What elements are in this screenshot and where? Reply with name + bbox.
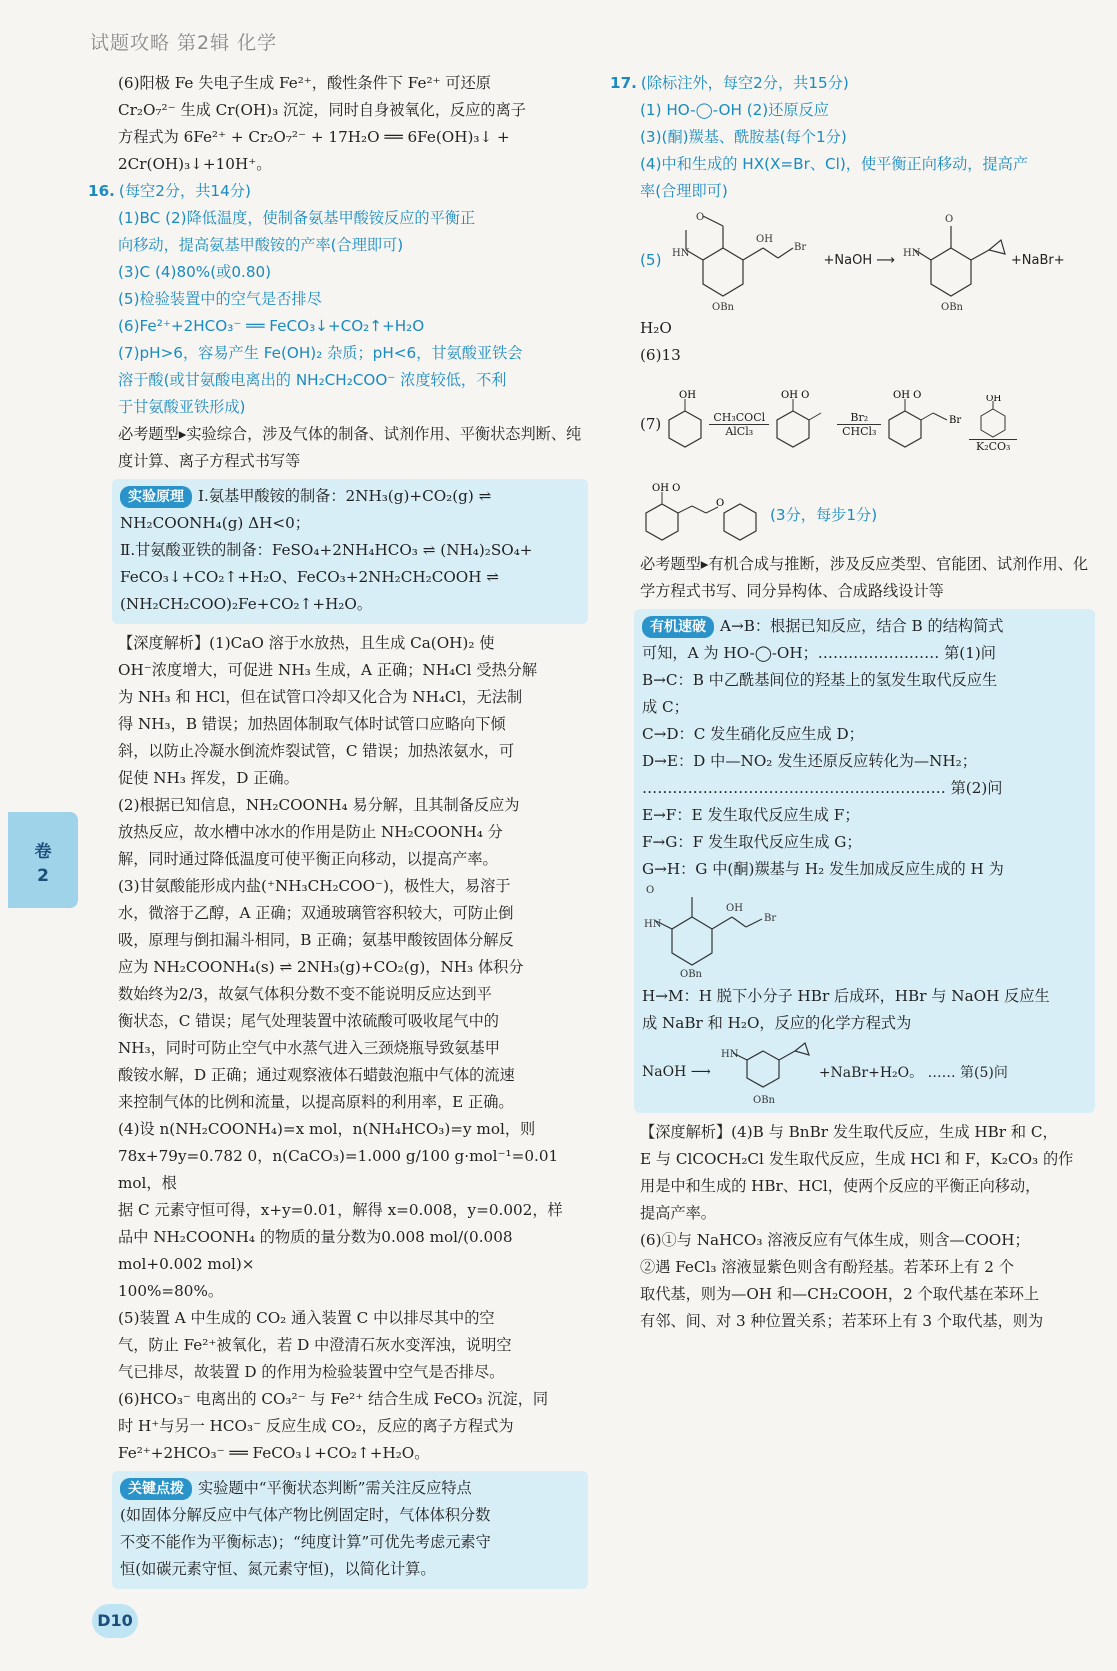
key-line: 恒(如碳元素守恒、氮元素守恒)，以简化计算。 — [120, 1560, 436, 1578]
svg-text:HN: HN — [902, 247, 921, 259]
analysis-line: 促使 NH₃ 挥发，D 正确。 — [118, 769, 299, 787]
svg-text:O: O — [646, 885, 655, 896]
key-point-box — [112, 1471, 588, 1589]
catalyst-alcl3: AlCl₃ — [725, 424, 754, 438]
analysis-line: 为 NH₃ 和 HCl，但在试管口冷却又化合为 NH₄Cl，无法制 — [118, 688, 523, 706]
q16-answer: 向移动，提高氨基甲酸铵的产率(合理即可) — [118, 236, 404, 254]
q17-answer-6: (6)13 — [640, 346, 681, 364]
q17-answer-7-route — [640, 369, 1095, 479]
analysis-line: (5)装置 A 中生成的 CO₂ 通入装置 C 中以排尽其中的空 — [118, 1309, 495, 1327]
analysis-line: 品中 NH₂COONH₄ 的物质的量分数为0.008 mol/(0.008 mol+0.002 mol)× — [118, 1228, 513, 1273]
q17-question-type: 必考题型▸有机合成与推断，涉及反应类型、官能团、试剂作用、化学方程式书写、同分异构体、合成路线设计等 — [640, 555, 1089, 600]
right-column — [610, 70, 1095, 1335]
q17-answer-5-reagent: +NaOH ⟶ — [823, 252, 895, 268]
q16-answer: 溶于酸(或甘氨酸电离出的 NH₂CH₂COO⁻ 浓度较低，不利 — [118, 371, 507, 389]
organic-line: 成 C； — [642, 698, 689, 716]
phenol-reagent-structure — [978, 395, 1008, 439]
organic-line: D→E：D 中—NO₂ 发生还原反应转化为—NH₂； — [642, 752, 977, 770]
organic-h-to-m: H→M：H 脱下小分子 HBr 后成环，HBr 与 NaOH 反应生 — [642, 987, 1050, 1005]
q17-answer-5-equation — [640, 205, 1095, 315]
principle-line: Ⅰ.氨基甲酸铵的制备：2NH₃(g)+CO₂(g) ⇌ — [198, 487, 492, 505]
analysis-line: 时 H⁺与另一 HCO₃⁻ 反应生成 CO₂，反应的离子方程式为 — [118, 1417, 514, 1435]
analysis-line: 【深度解析】(1)CaO 溶于水放热，且生成 Ca(OH)₂ 使 — [118, 634, 495, 652]
q17-score: (除标注外，每空2分，共15分) — [640, 74, 849, 92]
organic-quick-tag: 有机速破 — [642, 616, 714, 638]
analysis-line: (6)HCO₃⁻ 电离出的 CO₃²⁻ 与 Fe²⁺ 结合生成 FeCO₃ 沉淀，同 — [118, 1390, 549, 1408]
analysis-line: 斜，以防止冷凝水倒流炸裂试管，C 错误；加热浓氨水，可 — [118, 742, 515, 760]
svg-text:Br: Br — [949, 415, 962, 426]
svg-text:OBn: OBn — [680, 969, 702, 979]
svg-text:O: O — [944, 213, 954, 225]
q17-analysis — [640, 1119, 1095, 1335]
svg-text:OH: OH — [986, 395, 1002, 404]
q17-number: 17. — [610, 74, 637, 92]
aryloxy-ketone-structure — [640, 482, 770, 548]
reagent-acetyl-chloride: CH₃COCl — [713, 410, 766, 424]
organic-naoh: NaOH ⟶ — [642, 1064, 711, 1080]
svg-text:OH: OH — [679, 390, 697, 401]
q16-answer: 于甘氨酸亚铁形成) — [118, 398, 246, 416]
q17-answer-7-note: (3分，每步1分) — [770, 505, 878, 524]
svg-text:OBn: OBn — [940, 301, 963, 313]
q16-answer: (6)Fe²⁺+2HCO₃⁻ ══ FeCO₃↓+CO₂↑+H₂O — [118, 317, 425, 335]
reagent-bromine: Br₂ — [850, 410, 869, 424]
epoxide-structure — [901, 208, 1011, 313]
principle-line: NH₂COONH₄(g) ΔH<0； — [120, 514, 310, 532]
reaction-arrow-3 — [969, 395, 1017, 453]
analysis-line: 【深度解析】(4)B 与 BnBr 发生取代反应，生成 HBr 和 C， — [640, 1123, 1058, 1141]
key-point-tag: 关键点拨 — [120, 1478, 192, 1500]
analysis-line: 据 C 元素守恒可得，x+y=0.01，解得 x=0.008，y=0.002，样 — [118, 1201, 563, 1219]
analysis-line: 用是中和生成的 HBr、HCl，使两个反应的平衡正向移动， — [640, 1177, 1041, 1195]
analysis-line: ②遇 FeCl₃ 溶液显紫色则含有酚羟基。若苯环上有 2 个 — [640, 1258, 1014, 1276]
organic-equation-row — [642, 1037, 1087, 1107]
analysis-line: (4)设 n(NH₂COONH₄)=x mol，n(NH₄HCO₃)=y mol，则 — [118, 1120, 536, 1138]
organic-quick-box — [634, 609, 1095, 1113]
principle-line: (NH₂CH₂COO)₂Fe+CO₂↑+H₂O。 — [120, 595, 373, 613]
svg-text:OH: OH — [755, 233, 773, 245]
page-header-title: 试题攻略 第2辑 化学 — [90, 32, 278, 54]
q17-answer-3: (3)(酮)羰基、酰胺基(每个1分) — [640, 128, 847, 146]
q16-score: (每空2分，共14分) — [118, 182, 251, 200]
analysis-line: (6)①与 NaHCO₃ 溶液反应有气体生成，则含—COOH； — [640, 1231, 1030, 1249]
analysis-line: 数始终为2/3，故氨气体积分数不变不能说明反应达到平 — [118, 985, 492, 1003]
organic-line: A→B：根据已知反应，结合 B 的结构简式 — [720, 617, 1004, 635]
left-column — [88, 70, 588, 1595]
analysis-line: 气已排尽，故装置 D 的作用为检验装置中空气是否排尽。 — [118, 1363, 505, 1381]
q17-answer-1: (1) HO-◯-OH (2)还原反应 — [640, 101, 829, 119]
q15-continued — [118, 70, 588, 178]
svg-text:Br: Br — [764, 913, 777, 924]
svg-text:OH O: OH O — [893, 390, 922, 401]
svg-text:OH O: OH O — [781, 390, 810, 401]
analysis-line: E 与 ClCOCH₂Cl 发生取代反应，生成 HCl 和 F，K₂CO₃ 的作 — [640, 1150, 1074, 1168]
side-tab-label: 卷 2 — [34, 842, 52, 886]
q17-answer-5-water: H₂O — [640, 319, 672, 337]
analysis-line: 来控制气体的比例和流量，以提高原料的利用率，E 正确。 — [118, 1093, 514, 1111]
key-line: 不变不能作为平衡标志)；“纯度计算”可优先考虑元素守 — [120, 1533, 491, 1551]
svg-text:O: O — [695, 211, 704, 223]
analysis-line: 有邻、间、对 3 种位置关系；若苯环上有 3 个取代基，则为 — [640, 1312, 1044, 1330]
q16-number: 16. — [88, 182, 115, 200]
q16-answer: (7)pH>6，容易产生 Fe(OH)₂ 杂质；pH<6，甘氨酸亚铁会 — [118, 344, 523, 362]
reaction-arrow-2 — [837, 411, 881, 438]
base-k2co3: K₂CO₃ — [976, 440, 1011, 453]
q16-question-type: 必考题型▸实验综合，涉及气体的制备、试剂作用、平衡状态判断、纯度计算、离子方程式书写等 — [118, 425, 582, 470]
q17-answer-5-products: +NaBr+ — [1010, 252, 1065, 268]
svg-text:HN: HN — [644, 919, 662, 930]
organic-line: …………………………………………………… 第(2)问 — [642, 779, 1003, 797]
svg-text:OBn: OBn — [752, 1095, 775, 1106]
principle-line: Ⅱ.甘氨酸亚铁的制备：FeSO₄+2NH₄HCO₃ ⇌ (NH₄)₂SO₄+ — [120, 541, 533, 559]
solvent-chcl3: CHCl₃ — [842, 424, 877, 438]
q15-line: 方程式为 6Fe²⁺ + Cr₂O₇²⁻ + 17H₂O ══ 6Fe(OH)₃↓ + — [118, 128, 510, 146]
compound-m-structure — [719, 1037, 819, 1107]
svg-text:O: O — [716, 498, 725, 509]
analysis-line: 解，同时通过降低温度可使平衡正向移动，以提高产率。 — [118, 850, 498, 868]
analysis-line: 衡状态，C 错误；尾气处理装置中浓硫酸可吸收尾气中的 — [118, 1012, 499, 1030]
analysis-line: 100%=80%。 — [118, 1282, 224, 1300]
principle-tag: 实验原理 — [120, 486, 192, 508]
compound-h-structure — [642, 883, 792, 979]
organic-h-to-m-2: 成 NaBr 和 H₂O，反应的化学方程式为 — [642, 1014, 912, 1032]
analysis-line: 取代基，则为—OH 和—CH₂COOH，2 个取代基在苯环上 — [640, 1285, 1040, 1303]
svg-text:HN: HN — [720, 1049, 739, 1060]
q17-answer-5-label: (5) — [640, 250, 662, 269]
svg-text:OBn: OBn — [711, 301, 734, 313]
organic-line: E→F：E 发生取代反应生成 F； — [642, 806, 860, 824]
q15-line: 2Cr(OH)₃↓+10H⁺。 — [118, 155, 272, 173]
svg-text:Br: Br — [793, 241, 806, 253]
q15-line: (6)阳极 Fe 失电子生成 Fe²⁺，酸性条件下 Fe²⁺ 可还原 — [118, 74, 491, 92]
organic-line: G→H：G 中(酮)羰基与 H₂ 发生加成反应生成的 H 为 — [642, 860, 1004, 878]
analysis-line: 吸，原理与倒扣漏斗相同，B 正确；氨基甲酸铵固体分解反 — [118, 931, 514, 949]
svg-text:HN: HN — [671, 247, 689, 259]
q16-header — [88, 178, 588, 205]
analysis-line: NH₃，同时可防止空气中水蒸气进入三颈烧瓶导致氨基甲 — [118, 1039, 500, 1057]
hydroxyacetophenone-structure — [773, 389, 833, 459]
q16-answer: (1)BC (2)降低温度，使制备氨基甲酸铵反应的平衡正 — [118, 209, 476, 227]
organic-tail: +NaBr+H₂O。 …… 第(5)问 — [818, 1065, 1008, 1081]
q16-answer: (5)检验装置中的空气是否排尽 — [118, 290, 322, 308]
key-line: (如固体分解反应中气体产物比例固定时，气体体积分数 — [120, 1506, 491, 1524]
q17-answer-7-label: (7) — [640, 415, 662, 433]
analysis-line: OH⁻浓度增大，可促进 NH₃ 生成，A 正确；NH₄Cl 受热分解 — [118, 661, 538, 679]
analysis-line: (3)甘氨酸能形成内盐(⁺NH₃CH₂COO⁻)，极性大，易溶于 — [118, 877, 511, 895]
analysis-line: 气，防止 Fe²⁺被氧化，若 D 中澄清石灰水变浑浊，说明空 — [118, 1336, 512, 1354]
principle-box — [112, 479, 588, 624]
principle-line: FeCO₃↓+CO₂↑+H₂O、FeCO₃+2NH₂CH₂COOH ⇌ — [120, 568, 500, 586]
organic-line: B→C：B 中乙酰基间位的羟基上的氢发生取代反应生 — [642, 671, 998, 689]
q17-answer-4b: 率(合理即可) — [640, 182, 728, 200]
analysis-line: 提高产率。 — [640, 1204, 716, 1222]
phenol-structure — [665, 389, 705, 459]
analysis-line: 酸铵水解，D 正确；通过观察液体石蜡鼓泡瓶中气体的流速 — [118, 1066, 515, 1084]
analysis-line: (2)根据已知信息，NH₂COONH₄ 易分解，且其制备反应为 — [118, 796, 520, 814]
q17-header — [610, 70, 1095, 97]
svg-text:OH: OH — [726, 903, 743, 914]
q17-answer-7-product — [640, 479, 1095, 551]
analysis-line: 78x+79y=0.782 0，n(CaCO₃)=1.000 g/100 g·mol⁻¹=0.01 mol，根 — [118, 1147, 559, 1192]
analysis-line: 应为 NH₂COONH₄(s) ⇌ 2NH₃(g)+CO₂(g)，NH₃ 体积分 — [118, 958, 524, 976]
analysis-line: 放热反应，故水槽中冰水的作用是防止 NH₂COONH₄ 分 — [118, 823, 503, 841]
analysis-line: Fe²⁺+2HCO₃⁻ ══ FeCO₃↓+CO₂↑+H₂O。 — [118, 1444, 430, 1462]
q16-answer: (3)C (4)80%(或0.80) — [118, 263, 272, 281]
svg-text:OH O: OH O — [652, 483, 681, 494]
organic-line: 可知，A 为 HO-◯-OH；…………………… 第(1)问 — [642, 644, 996, 662]
q15-line: Cr₂O₇²⁻ 生成 Cr(OH)₃ 沉淀，同时自身被氧化，反应的离子 — [118, 101, 526, 119]
reaction-arrow-1 — [709, 411, 769, 438]
q17-answer-4a: (4)中和生成的 HX(X=Br、Cl)，使平衡正向移动，提高产 — [640, 155, 1029, 173]
key-line: 实验题中“平衡状态判断”需关注反应特点 — [198, 1479, 472, 1497]
bromohydrin-structure — [668, 208, 818, 313]
bromoketone-structure — [885, 389, 965, 459]
page-number: D10 — [92, 1604, 138, 1638]
organic-line: C→D：C 发生硝化反应生成 D； — [642, 725, 864, 743]
analysis-line: 水，微溶于乙醇，A 正确；双通玻璃管容积较大，可防止倒 — [118, 904, 514, 922]
q16-analysis — [118, 630, 588, 1467]
organic-line: F→G：F 发生取代反应生成 G； — [642, 833, 862, 851]
analysis-line: 得 NH₃，B 错误；加热固体制取气体时试管口应略向下倾 — [118, 715, 506, 733]
volume-side-tab — [8, 812, 78, 908]
